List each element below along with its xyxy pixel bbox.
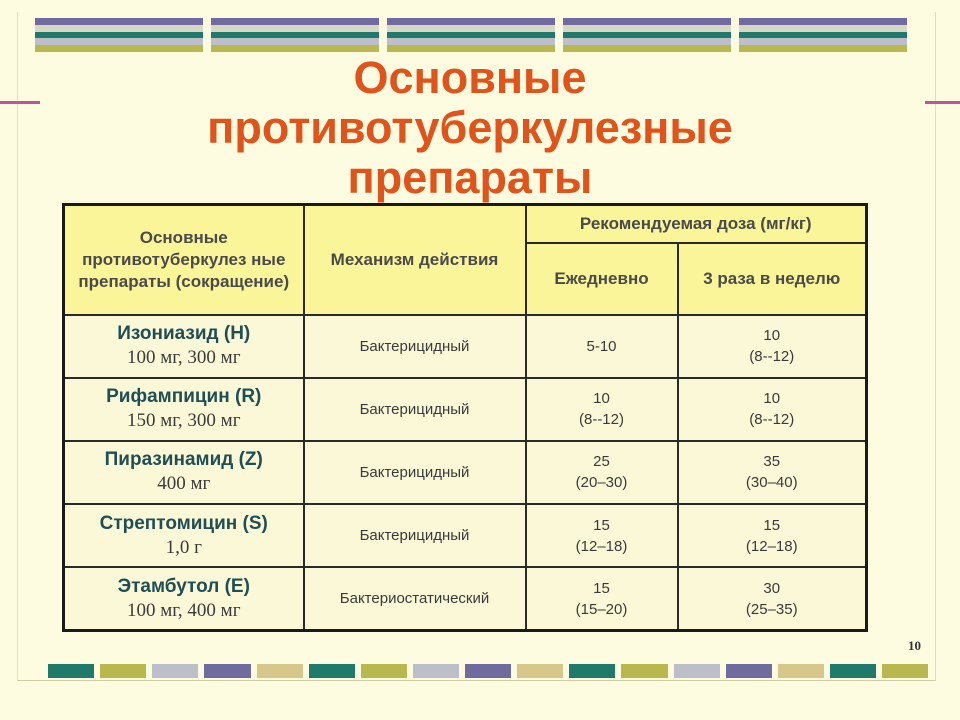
deco-block [387,18,555,52]
drug-name: Изониазид (H) [117,323,251,345]
dose-value: 10 [763,327,781,345]
drug-cell [64,567,304,630]
daily-dose-cell [526,378,678,441]
mechanism-cell: Бактерицидный [304,378,526,441]
page-number: 10 [908,638,921,653]
drug-form: 1,0 г [165,536,202,558]
dose-range: (30–40) [745,474,798,492]
title-line: противотуберкулезные [207,102,733,153]
drug-form: 150 мг, 300 мг [127,410,241,432]
dose-range: (8--12) [749,348,795,366]
dose-range: (12–18) [575,537,628,555]
title-line: препараты [347,152,593,203]
header-daily: Ежедневно [526,243,678,315]
deco-block [211,18,379,52]
drug-name: Рифампицин (R) [106,386,262,408]
dose-range: (8--12) [578,411,624,429]
table-row [64,315,867,378]
dose-range: (12–18) [745,537,798,555]
dose-value: 5-10 [586,337,617,355]
dose-value: 15 [593,516,610,534]
slide-title [0,53,940,203]
header-three-times-week: 3 раза в неделю [678,243,867,315]
daily-dose-cell [526,567,678,630]
daily-dose-cell [526,315,678,378]
drug-form: 100 мг, 400 мг [127,599,241,621]
mechanism-cell: Бактерицидный [304,315,526,378]
bottom-decoration [48,664,928,678]
dose-value: 35 [763,453,781,471]
drug-cell [64,504,304,567]
weekly-dose-cell [678,441,867,504]
mechanism-cell: Бактериостатический [304,567,526,630]
mechanism-cell: Бактерицидный [304,504,526,567]
dose-value: 15 [763,516,781,534]
drug-cell [64,441,304,504]
weekly-dose-cell [678,378,867,441]
table-row [64,441,867,504]
header-drug: Основные противотуберкулез ные препараты (сокращение) [64,205,304,315]
drugs-table [62,203,868,632]
drug-cell [64,315,304,378]
dose-value: 10 [593,390,610,408]
mechanism-cell: Бактерицидный [304,441,526,504]
drug-name: Пиразинамид (Z) [104,449,263,471]
top-decoration [35,18,907,52]
deco-block [739,18,907,52]
deco-block [563,18,731,52]
table-row [64,378,867,441]
drug-form: 100 мг, 300 мг [127,347,241,369]
dose-range: (8--12) [749,411,795,429]
drug-cell [64,378,304,441]
dose-value: 30 [763,579,781,597]
drug-name: Этамбутол (E) [117,575,250,597]
dose-value: 15 [593,579,610,597]
dose-range: (15–20) [575,600,628,618]
table-row [64,504,867,567]
drug-name: Стрептомицин (S) [99,512,268,534]
daily-dose-cell [526,441,678,504]
dose-range: (20–30) [575,474,628,492]
dose-value: 10 [763,390,781,408]
table-row [64,567,867,630]
deco-block [35,18,203,52]
weekly-dose-cell [678,504,867,567]
weekly-dose-cell [678,567,867,630]
dose-range: (25–35) [745,600,798,618]
title-line: Основные [353,52,587,103]
header-dose-group: Рекомендуемая доза (мг/кг) [526,205,867,243]
header-mechanism: Механизм действия [304,205,526,315]
weekly-dose-cell [678,315,867,378]
dose-value: 25 [593,453,610,471]
daily-dose-cell [526,504,678,567]
drug-form: 400 мг [157,473,211,495]
